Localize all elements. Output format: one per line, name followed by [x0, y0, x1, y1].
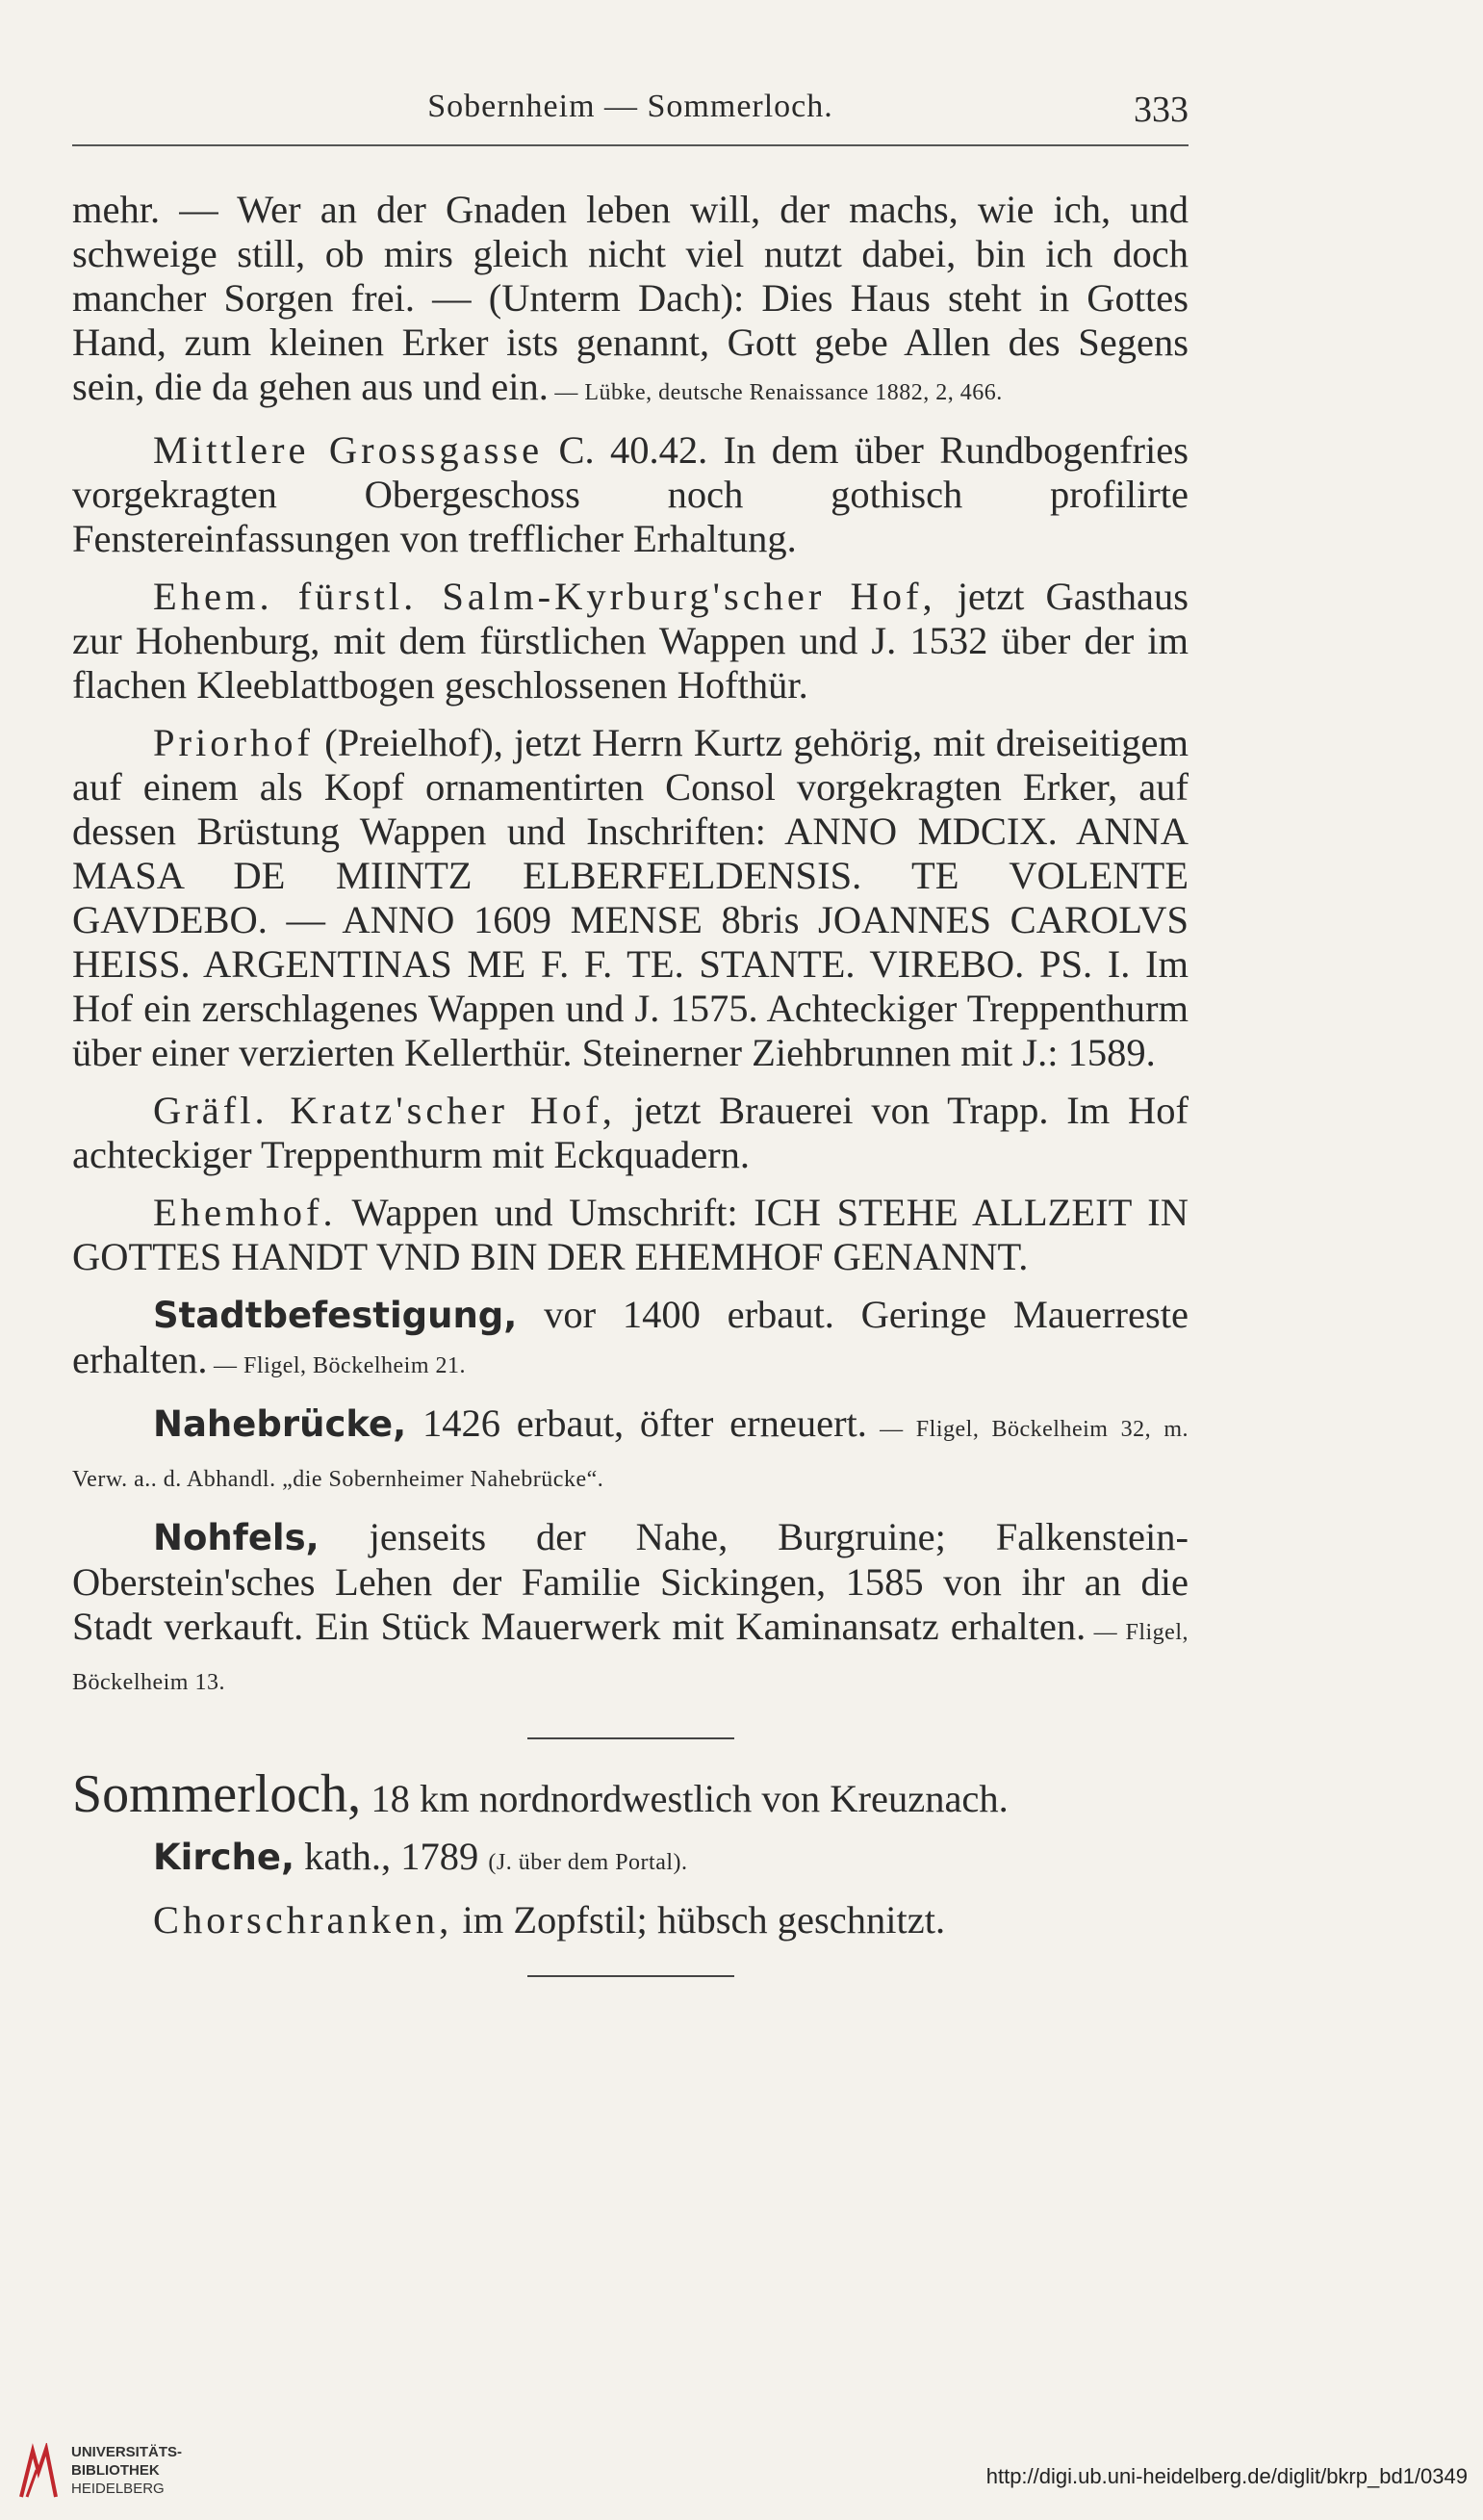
paragraph-nahebruecke	[72, 1401, 1189, 1502]
page-header	[72, 89, 1189, 137]
paragraph-text: (Preielhof), jetzt Herrn Kurtz gehörig, mit dreiseitigem auf einem als Kopf ornamentirten Consol vorgekragten Erker, auf dessen Brüstung Wappen und Inschriften: ANNO MDCIX. ANNA MASA DE MIINTZ ELBERFELDENSIS. TE VOLENTE GAVDEBO. — ANNO 1609 MENSE 8bris JOANNES CAROLVS HEISS. ARGENTINAS ME F. F. TE. STANTE. VIREBO. PS. I. Im Hof ein zerschlagenes Wappen und J. 1575. Achteckiger Treppenthurm über einer verzierten Kellerthür. Steinerner Ziehbrunnen mit J.: 1589.	[72, 721, 1189, 1074]
paragraph-kirche	[72, 1835, 1189, 1885]
library-logo[interactable]	[13, 2439, 216, 2510]
paragraph-priorhof	[72, 721, 1189, 1075]
paragraph-text: kath., 1789	[294, 1835, 489, 1878]
source-url-link[interactable]: http://digi.ub.uni-heidelberg.de/diglit/bkrp_bd1/0349	[985, 2464, 1468, 2488]
paragraph-salm-kyrburg	[72, 575, 1189, 707]
header-rule	[72, 144, 1189, 146]
paragraph-text: mehr. — Wer an der Gnaden leben will, der machs, wie ich, und schweige still, ob mirs gleich nicht viel nutzt dabei, bin ich doch mancher Sorgen frei. — (Unterm Dach): Dies Haus steht in Gottes Hand, zum kleinen Erker ists genannt, Gott gebe Allen des Segens sein, die da gehen aus und ein.	[72, 188, 1189, 408]
page-number: 333	[1134, 90, 1189, 130]
paragraph-chorschranken	[72, 1898, 1189, 1942]
paragraph-text: jetzt Gasthaus zur Hohenburg, mit dem fürstlichen Wappen und J. 1532 über der im flachen Kleeblattbogen geschlossenen Hofthür.	[72, 575, 1189, 707]
logo-text-line: HEIDELBERG	[71, 2481, 165, 2497]
entry-heading: Ehem. fürstl. Salm-Kyrburg'scher Hof,	[153, 575, 936, 618]
citation: — Fligel, Böckelheim 21.	[207, 1353, 467, 1378]
paragraph-text: 1426 erbaut, öfter erneuert.	[406, 1401, 867, 1445]
paragraph-nohfels	[72, 1515, 1189, 1705]
paragraph-text: jetzt Brauerei von Trapp. Im Hof achteckiger Treppenthurm mit Eckquadern.	[72, 1089, 1189, 1176]
paragraph-text: vor 1400 erbaut. Geringe Mauerreste erhalten.	[72, 1293, 1189, 1381]
entry-heading-bold: Nahebrücke,	[153, 1403, 407, 1445]
paragraph-ehemhof	[72, 1191, 1189, 1279]
entry-heading: Ehemhof.	[153, 1191, 337, 1234]
entry-heading-bold: Stadtbefestigung,	[153, 1295, 518, 1336]
citation: (J. über dem Portal).	[488, 1850, 688, 1875]
paragraph-mittlere-grossgasse	[72, 428, 1189, 561]
section-separator	[527, 1975, 734, 1977]
place-description: 18 km nordnordwestlich von Kreuznach.	[361, 1777, 1009, 1820]
university-seal-icon	[13, 2443, 62, 2501]
entry-heading: Chorschranken,	[153, 1898, 453, 1941]
entry-heading-bold: Kirche,	[153, 1837, 295, 1878]
logo-text-line: BIBLIOTHEK	[71, 2462, 160, 2479]
section-heading-sommerloch	[72, 1764, 1189, 1824]
entry-heading: Gräfl. Kratz'scher Hof,	[153, 1089, 616, 1132]
paragraph-stadtbefestigung	[72, 1293, 1189, 1388]
paragraph-text: C. 40.42. In dem über Rundbogenfries vorgekragten Obergeschoss noch gothisch profilirte Fenstereinfassungen von trefflicher Erhaltung.	[72, 428, 1189, 560]
logo-text-line: UNIVERSITÄTS-	[71, 2444, 183, 2460]
paragraph-kratz	[72, 1089, 1189, 1177]
entry-heading: Priorhof	[153, 721, 314, 764]
paragraph-text: jenseits der Nahe, Burgruine; Falkenstein-Oberstein'sches Lehen der Familie Sickingen, 1585 von ihr an die Stadt verkauft. Ein Stück Mauerwerk mit Kaminansatz erhalten.	[72, 1515, 1189, 1648]
section-separator	[527, 1737, 734, 1739]
place-name: Sommerloch,	[72, 1764, 362, 1824]
paragraph-text: im Zopfstil; hübsch geschnitzt.	[452, 1898, 946, 1941]
citation: — Lübke, deutsche Renaissance 1882, 2, 466.	[548, 380, 1003, 405]
citation: — Fligel, Böckelheim 32, m. Verw. a.. d. Abhandl. „die Sobernheimer Nahebrücke“.	[72, 1417, 1189, 1492]
page-body	[72, 188, 1189, 2010]
running-title: Sobernheim — Sommerloch.	[427, 89, 833, 124]
entry-heading: Mittlere Grossgasse	[153, 428, 544, 472]
citation: — Fligel, Böckelheim 13.	[72, 1620, 1189, 1695]
entry-heading-bold: Nohfels,	[153, 1517, 320, 1558]
paragraph-text: Wappen und Umschrift: ICH STEHE ALLZEIT IN GOTTES HANDT VND BIN DER EHEMHOF GENANNT.	[72, 1191, 1189, 1278]
paragraph-quote	[72, 188, 1189, 415]
